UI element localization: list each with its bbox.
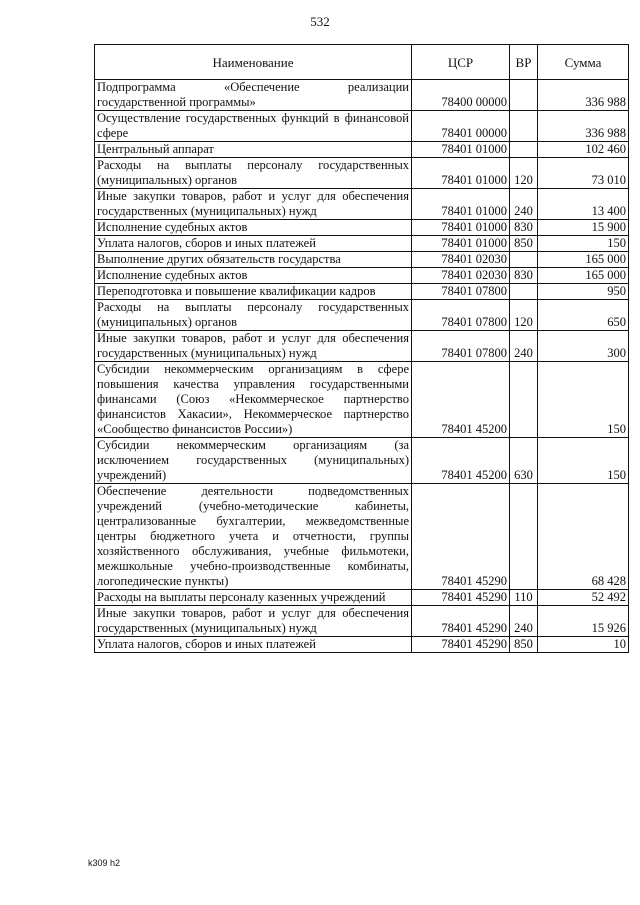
table-row [95, 220, 629, 236]
row-csr: 78401 01000 [412, 189, 510, 220]
row-csr: 78401 02030 [412, 252, 510, 268]
row-sum: 300 [538, 331, 629, 362]
table-row [95, 438, 629, 484]
row-vr: 240 [510, 331, 538, 362]
table-row [95, 590, 629, 606]
header-csr: ЦСР [412, 45, 510, 80]
row-csr: 78401 45200 [412, 438, 510, 484]
row-vr: 830 [510, 268, 538, 284]
row-vr: 830 [510, 220, 538, 236]
row-csr: 78401 07800 [412, 331, 510, 362]
row-name: Иные закупки товаров, работ и услуг для обеспечения государственных (муниципальных) нужд [95, 331, 412, 362]
row-csr: 78401 45200 [412, 362, 510, 438]
table-row [95, 606, 629, 637]
row-sum: 150 [538, 438, 629, 484]
table-row [95, 80, 629, 111]
row-vr [510, 80, 538, 111]
row-vr [510, 362, 538, 438]
row-name: Иные закупки товаров, работ и услуг для обеспечения государственных (муниципальных) нужд [95, 189, 412, 220]
table-row [95, 252, 629, 268]
row-name: Расходы на выплаты персоналу казенных учреждений [95, 590, 412, 606]
table-row [95, 189, 629, 220]
row-csr: 78401 45290 [412, 484, 510, 590]
page-number: 532 [310, 14, 330, 29]
row-csr: 78401 07800 [412, 300, 510, 331]
row-sum: 150 [538, 362, 629, 438]
row-vr [510, 142, 538, 158]
row-vr [510, 284, 538, 300]
row-name: Подпрограмма «Обеспечение реализации государственной программы» [95, 80, 412, 111]
row-vr: 110 [510, 590, 538, 606]
row-vr: 120 [510, 158, 538, 189]
budget-table [94, 44, 629, 653]
row-name: Исполнение судебных актов [95, 220, 412, 236]
row-sum: 10 [538, 637, 629, 653]
row-vr: 240 [510, 606, 538, 637]
row-sum: 68 428 [538, 484, 629, 590]
row-name: Субсидии некоммерческим организациям в сфере повышения качества управления государственными финансами (Союз «Некоммерческое партнерство финансистов Хакасии», Некоммерческое партнерство «Сообщество финансистов России») [95, 362, 412, 438]
row-csr: 78401 01000 [412, 158, 510, 189]
table-row [95, 268, 629, 284]
row-vr: 120 [510, 300, 538, 331]
row-vr: 630 [510, 438, 538, 484]
row-csr: 78401 45290 [412, 606, 510, 637]
header-vr: ВР [510, 45, 538, 80]
table-row [95, 637, 629, 653]
table-row [95, 158, 629, 189]
row-csr: 78401 01000 [412, 236, 510, 252]
row-name: Переподготовка и повышение квалификации кадров [95, 284, 412, 300]
row-name: Расходы на выплаты персоналу государственных (муниципальных) органов [95, 158, 412, 189]
row-csr: 78401 45290 [412, 637, 510, 653]
row-csr: 78401 01000 [412, 142, 510, 158]
row-name: Центральный аппарат [95, 142, 412, 158]
row-vr: 240 [510, 189, 538, 220]
row-sum: 52 492 [538, 590, 629, 606]
row-csr: 78401 07800 [412, 284, 510, 300]
row-name: Уплата налогов, сборов и иных платежей [95, 637, 412, 653]
row-vr: 850 [510, 637, 538, 653]
row-csr: 78401 00000 [412, 111, 510, 142]
header-sum: Сумма [538, 45, 629, 80]
row-name: Уплата налогов, сборов и иных платежей [95, 236, 412, 252]
row-sum: 13 400 [538, 189, 629, 220]
table-row [95, 484, 629, 590]
row-sum: 950 [538, 284, 629, 300]
table-header-row [95, 45, 629, 80]
row-sum: 150 [538, 236, 629, 252]
row-sum: 650 [538, 300, 629, 331]
table-row [95, 331, 629, 362]
row-sum: 336 988 [538, 111, 629, 142]
table-row [95, 142, 629, 158]
row-name: Расходы на выплаты персоналу государственных (муниципальных) органов [95, 300, 412, 331]
table-body [95, 80, 629, 653]
row-sum: 102 460 [538, 142, 629, 158]
table-row [95, 362, 629, 438]
row-name: Обеспечение деятельности подведомственных учреждений (учебно-методические кабинеты, централизованные бухгалтерии, межведомственные центры бюджетного учета и отчетности, группы хозяйственного обслуживания, учебные фильмотеки, межшкольные учебно-производственные комбинаты, логопедические пункты) [95, 484, 412, 590]
row-csr: 78401 02030 [412, 268, 510, 284]
row-sum: 165 000 [538, 252, 629, 268]
row-name: Исполнение судебных актов [95, 268, 412, 284]
table-row [95, 236, 629, 252]
row-sum: 15 926 [538, 606, 629, 637]
row-vr [510, 111, 538, 142]
row-csr: 78401 45290 [412, 590, 510, 606]
row-name: Субсидии некоммерческим организациям (за исключением государственных (муниципальных) учреждений) [95, 438, 412, 484]
row-sum: 15 900 [538, 220, 629, 236]
header-name: Наименование [95, 45, 412, 80]
row-csr: 78401 01000 [412, 220, 510, 236]
table-row [95, 111, 629, 142]
footer-code: k309 h2 [88, 858, 121, 868]
row-sum: 73 010 [538, 158, 629, 189]
table-row [95, 284, 629, 300]
row-vr [510, 252, 538, 268]
row-sum: 165 000 [538, 268, 629, 284]
row-vr [510, 484, 538, 590]
row-sum: 336 988 [538, 80, 629, 111]
table-row [95, 300, 629, 331]
row-name: Выполнение других обязательств государства [95, 252, 412, 268]
row-csr: 78400 00000 [412, 80, 510, 111]
row-name: Иные закупки товаров, работ и услуг для обеспечения государственных (муниципальных) нужд [95, 606, 412, 637]
row-name: Осуществление государственных функций в финансовой сфере [95, 111, 412, 142]
row-vr: 850 [510, 236, 538, 252]
